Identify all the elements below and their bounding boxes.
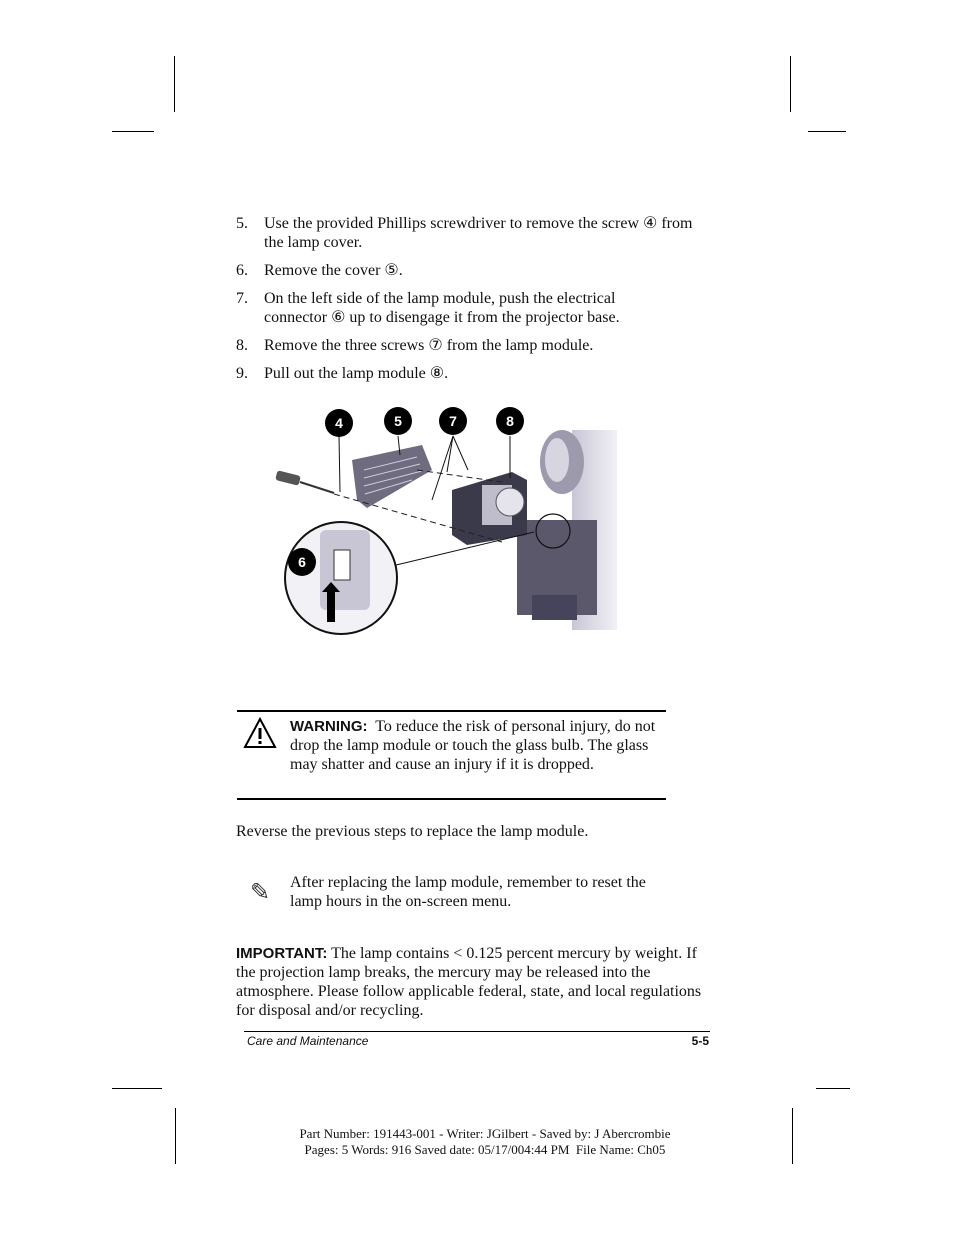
step-number: 6. bbox=[236, 262, 248, 279]
step-number: 9. bbox=[236, 365, 248, 382]
footer-divider bbox=[244, 1031, 710, 1032]
warning-body: To reduce the risk of personal injury, do not drop the lamp module or touch the glass bulb. The glass may shatter and cause an injury if it is dropped. bbox=[290, 718, 656, 773]
step-6 bbox=[236, 261, 716, 280]
step-8 bbox=[236, 336, 716, 355]
part-info-line: Pages: 5 Words: 916 Saved date: 05/17/004:44 PM File Name: Ch05 bbox=[304, 1142, 666, 1157]
callout-label: 8 bbox=[506, 413, 514, 429]
warning-text bbox=[290, 717, 662, 774]
callout-5 bbox=[384, 407, 412, 435]
step-5 bbox=[236, 214, 716, 252]
footer-section-title: Care and Maintenance bbox=[247, 1034, 369, 1048]
assembly-line bbox=[417, 470, 502, 482]
step-number: 8. bbox=[236, 337, 248, 354]
crop-mark bbox=[816, 1088, 850, 1089]
screwdriver bbox=[275, 470, 334, 493]
important-body: The lamp contains < 0.125 percent mercury by weight. If the projection lamp breaks, the mercury may be released into the atmosphere. Please follow applicable federal, state, and local regulations for disposal and/or recycling. bbox=[236, 945, 702, 1019]
part-info bbox=[200, 1126, 770, 1158]
callout-7 bbox=[439, 407, 467, 435]
callout-8 bbox=[496, 407, 524, 435]
warning-triangle-icon bbox=[243, 717, 277, 749]
crop-mark bbox=[790, 56, 791, 112]
important-label: IMPORTANT: bbox=[236, 945, 328, 962]
step-number: 7. bbox=[236, 290, 248, 307]
callout-4 bbox=[325, 409, 353, 437]
lamp-removal-illustration bbox=[272, 400, 617, 635]
step-text: Use the provided Phillips screwdriver to remove the screw ④ from the lamp cover. bbox=[264, 215, 693, 251]
step-text: Pull out the lamp module ⑧. bbox=[264, 365, 449, 382]
step-7 bbox=[236, 289, 716, 327]
connector-inset bbox=[285, 522, 397, 634]
footer-page-number: 5-5 bbox=[691, 1034, 709, 1048]
note-text: After replacing the lamp module, remember to reset the lamp hours in the on-screen menu. bbox=[290, 874, 646, 910]
step-number: 5. bbox=[236, 215, 248, 232]
callout-6 bbox=[288, 548, 316, 576]
callout-label: 5 bbox=[394, 413, 402, 429]
crop-mark bbox=[112, 1088, 162, 1089]
callout-label: 7 bbox=[449, 413, 457, 429]
pencil-note-icon: ✎ bbox=[250, 878, 271, 906]
crop-mark bbox=[175, 1108, 176, 1164]
callout-label: 6 bbox=[298, 554, 306, 570]
lamp-cover bbox=[352, 445, 432, 508]
step-text: Remove the cover ⑤. bbox=[264, 262, 403, 279]
warning-label: WARNING: bbox=[290, 718, 368, 735]
crop-mark bbox=[174, 56, 175, 112]
step-9 bbox=[236, 364, 716, 383]
crop-mark bbox=[792, 1108, 793, 1164]
crop-mark bbox=[808, 131, 846, 132]
reverse-steps-text: Reverse the previous steps to replace the lamp module. bbox=[236, 823, 589, 840]
part-info-line: Part Number: 191443-001 - Writer: JGilbert - Saved by: J Abercrombie bbox=[299, 1126, 671, 1141]
important-notice bbox=[236, 944, 706, 1020]
step-text: On the left side of the lamp module, push the electrical connector ⑥ up to disengage it from the projector base. bbox=[264, 290, 620, 326]
crop-mark bbox=[112, 131, 154, 132]
callout-label: 4 bbox=[335, 415, 343, 431]
step-text: Remove the three screws ⑦ from the lamp module. bbox=[264, 337, 594, 354]
lamp-removal-diagram bbox=[272, 400, 617, 635]
lamp-module bbox=[452, 472, 527, 545]
warning-box bbox=[237, 710, 666, 800]
projector-body bbox=[517, 430, 617, 630]
